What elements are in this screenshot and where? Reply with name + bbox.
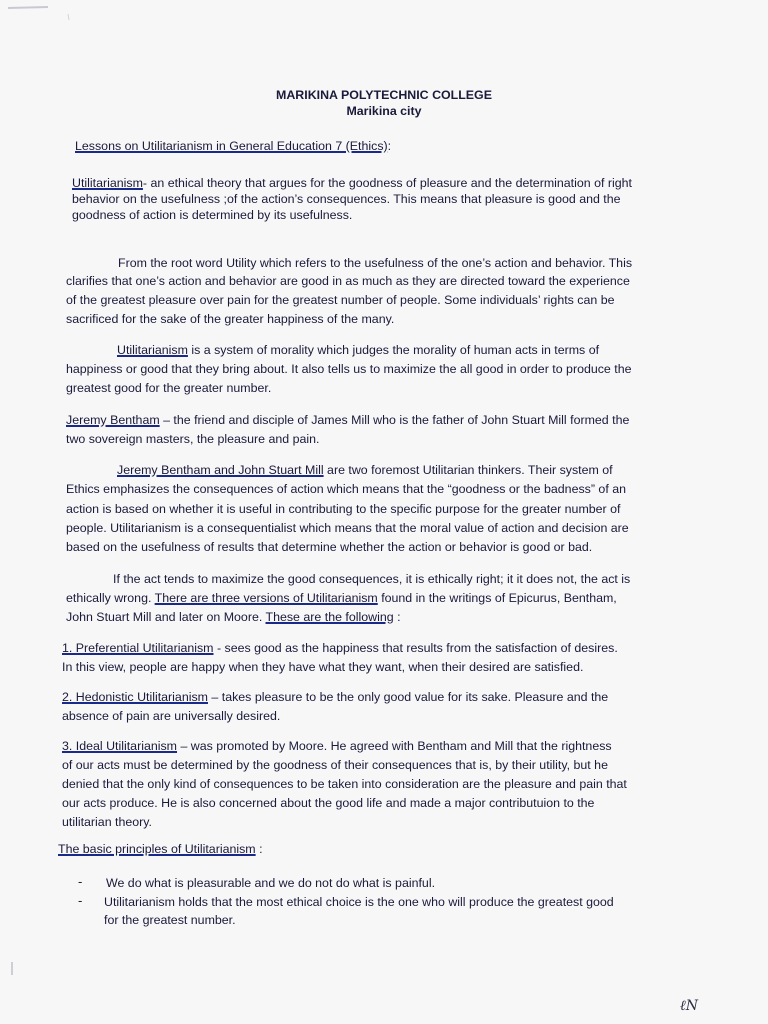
definition-line-3: goodness of action is determined by its usefulness. (72, 208, 353, 222)
para4-term: Jeremy Bentham and John Stuart Mill (117, 463, 324, 477)
para5-text-2b: found in the writings of Epicurus, Bentham, (377, 591, 617, 605)
item1-term: 1. Preferential Utilitarianism (62, 641, 214, 655)
para4-text-1: are two foremost Utilitarian thinkers. Their system of (323, 463, 613, 477)
para4-line-4: people. Utilitarianism is a consequentialist which means that the moral value of action and decision are (66, 521, 629, 535)
para4-line-5: based on the usefulness of results that determine whether the action or behavior is good or bad. (66, 540, 593, 554)
para3-line-2: two sovereign masters, the pleasure and pain. (66, 432, 320, 446)
bullet-2: Utilitarianism holds that the most ethical choice is the one who will produce the greatest good (104, 895, 614, 909)
bullet-dash-1: - (78, 874, 83, 889)
para3-text-1: – the friend and disciple of James Mill who is the father of John Stuart Mill formed the (159, 413, 630, 427)
para4-line-2: Ethics emphasizes the consequences of action which means that the “goodness or the badness” of an (66, 482, 626, 496)
scan-mark-top-left (8, 7, 48, 8)
college-name: MARIKINA POLYTECHNIC COLLEGE (276, 88, 492, 102)
principles-heading-colon: : (255, 842, 263, 856)
item3-line-4: our acts produce. He is also concerned about the good life and made a major contributuion to the (62, 796, 595, 810)
bullet-2-continued: for the greatest number. (104, 913, 236, 927)
para2-text-1: is a system of morality which judges the morality of human acts in terms of (187, 343, 600, 357)
handwritten-page-mark: ℓN (679, 998, 698, 1014)
definition-line-2: behavior on the usefulness ;of the action’s consequences. This means that pleasure is good and the (72, 192, 621, 206)
definition-text-1: - an ethical theory that argues for the goodness of pleasure and the determination of right (142, 176, 632, 190)
para2-term: Utilitarianism (117, 343, 188, 357)
item1-text-1: - sees good as the happiness that results from the satisfaction of desires. (213, 641, 618, 655)
item2-line-2: absence of pain are universally desired. (62, 709, 281, 723)
para5-text-3a: John Stuart Mill and later on Moore. (66, 610, 266, 624)
para5-text-3b: : (393, 610, 401, 624)
para4-line-3: action is based on whether it is useful in contributing to the specific purpose for the greater number of (66, 502, 621, 516)
para2-line-3: greatest good for the greater number. (66, 381, 272, 395)
college-city: Marikina city (346, 104, 422, 118)
para5-line-1: If the act tends to maximize the good consequences, it is ethically right; it it does not, the act is (113, 572, 631, 586)
para1-line-3: of the greatest pleasure over pain for the greatest number of people. Some individuals’ rights can be (66, 293, 615, 307)
bullet-1: We do what is pleasurable and we do not do what is painful. (106, 876, 436, 890)
para5-versions-phrase: There are three versions of Utilitarianism (154, 591, 378, 605)
lesson-title-colon: : (387, 139, 392, 153)
para5-following-phrase: These are the following (265, 610, 394, 624)
para1-line-1: From the root word Utility which refers to the usefulness of the one’s action and behavior. This (118, 256, 633, 270)
principles-heading-text: The basic principles of Utilitarianism (58, 842, 256, 856)
lesson-title-text: Lessons on Utilitarianism in General Education 7 (Ethics) (75, 139, 388, 153)
para2-line-2: happiness or good that they bring about. It also tells us to maximize the all good in order to produce the (66, 362, 632, 376)
item1-line-2: In this view, people are happy when they have what they want, when their desired are satisfied. (62, 660, 584, 674)
para1-line-2: clarifies that one’s action and behavior are good in as much as they are directed toward the experience (66, 274, 630, 288)
scan-mark-top (68, 14, 69, 20)
para3-term: Jeremy Bentham (66, 413, 160, 427)
item3-term: 3. Ideal Utilitarianism (62, 739, 178, 753)
para5-text-2a: ethically wrong. (66, 591, 155, 605)
item3-line-2: of our acts must be determined by the goodness of their consequences that is, by their utility, but he (62, 758, 608, 772)
item2-term: 2. Hedonistic Utilitarianism (62, 690, 208, 704)
item3-line-5: utilitarian theory. (62, 815, 152, 829)
item3-text-1: – was promoted by Moore. He agreed with Bentham and Mill that the rightness (177, 739, 612, 753)
definition-term: Utilitarianism (72, 176, 143, 190)
bullet-dash-2: - (78, 893, 83, 908)
item3-line-3: denied that the only kind of consequences to be taken into consideration are the pleasure and pain that (62, 777, 627, 791)
item2-text-1: – takes pleasure to be the only good value for its sake. Pleasure and the (207, 690, 609, 704)
para1-line-4: sacrificed for the sake of the greater happiness of the many. (66, 312, 395, 326)
